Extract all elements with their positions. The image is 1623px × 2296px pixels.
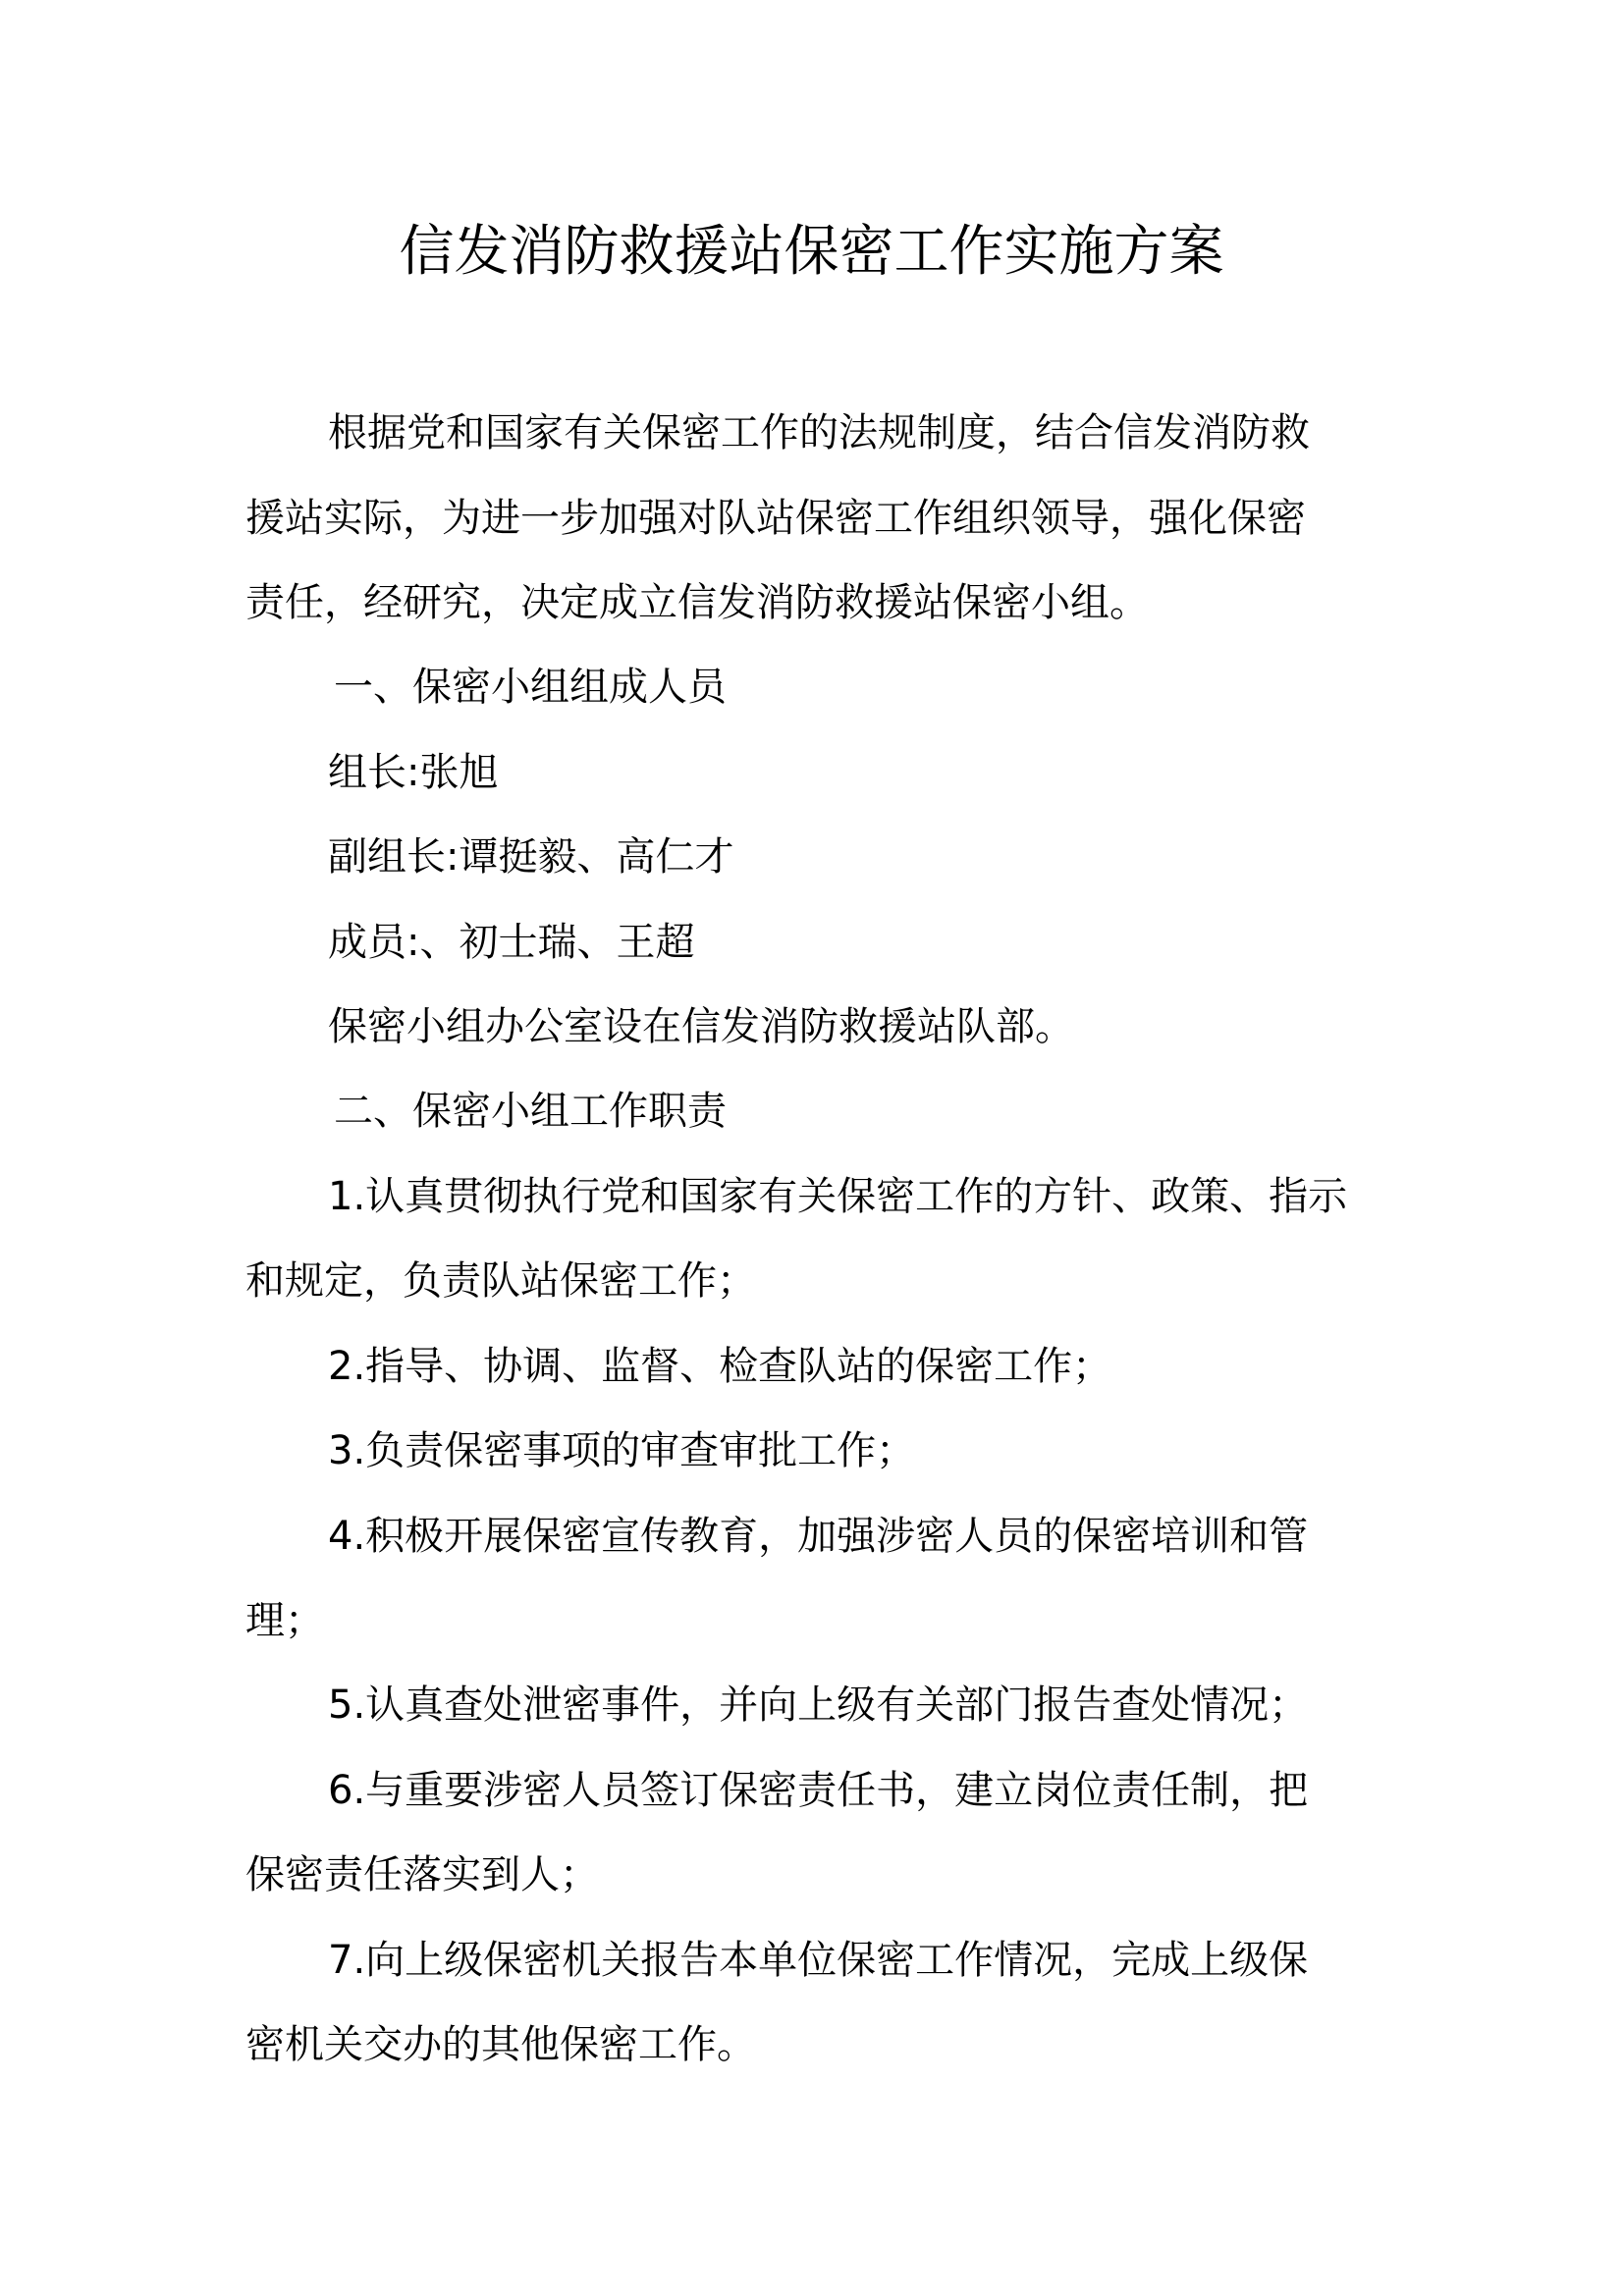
office-location: 保密小组办公室设在信发消防救援站队部。 [328, 1004, 1074, 1049]
duty-line: 密机关交办的其他保密工作。 [245, 2022, 756, 2067]
duty-line: 3.负责保密事项的审查审批工作； [328, 1428, 916, 1473]
group-members: 成员:、初士瑞、王超 [328, 920, 695, 965]
document-title: 信发消防救援站保密工作实施方案 [399, 220, 1224, 284]
group-leader: 组长:张旭 [328, 750, 499, 795]
deputy-leaders: 副组长:谭挺毅、高仁才 [328, 834, 734, 880]
intro-line-3: 责任，经研究，决定成立信发消防救援站保密小组。 [245, 580, 1149, 625]
duty-line: 1.认真贯彻执行党和国家有关保密工作的方针、政策、指示 [328, 1174, 1348, 1219]
duty-line: 7.向上级保密机关报告本单位保密工作情况，完成上级保 [328, 1938, 1309, 1983]
section-heading-duties: 二、保密小组工作职责 [334, 1089, 727, 1134]
duty-line: 5.认真查处泄密事件，并向上级有关部门报告查处情况； [328, 1682, 1309, 1728]
duty-line: 4.积极开展保密宣传教育，加强涉密人员的保密培训和管 [328, 1514, 1309, 1559]
intro-line-1: 根据党和国家有关保密工作的法规制度，结合信发消防救 [328, 410, 1310, 455]
duty-line: 理； [245, 1598, 324, 1643]
duty-line: 6.与重要涉密人员签订保密责任书，建立岗位责任制，把 [328, 1768, 1309, 1813]
duty-line: 保密责任落实到人； [245, 1852, 599, 1897]
section-heading-members: 一、保密小组组成人员 [334, 665, 727, 710]
duty-line: 2.指导、协调、监督、检查队站的保密工作； [328, 1344, 1112, 1389]
duty-line: 和规定，负责队站保密工作； [245, 1258, 756, 1304]
intro-line-2: 援站实际，为进一步加强对队站保密工作组织领导，强化保密 [245, 496, 1306, 541]
